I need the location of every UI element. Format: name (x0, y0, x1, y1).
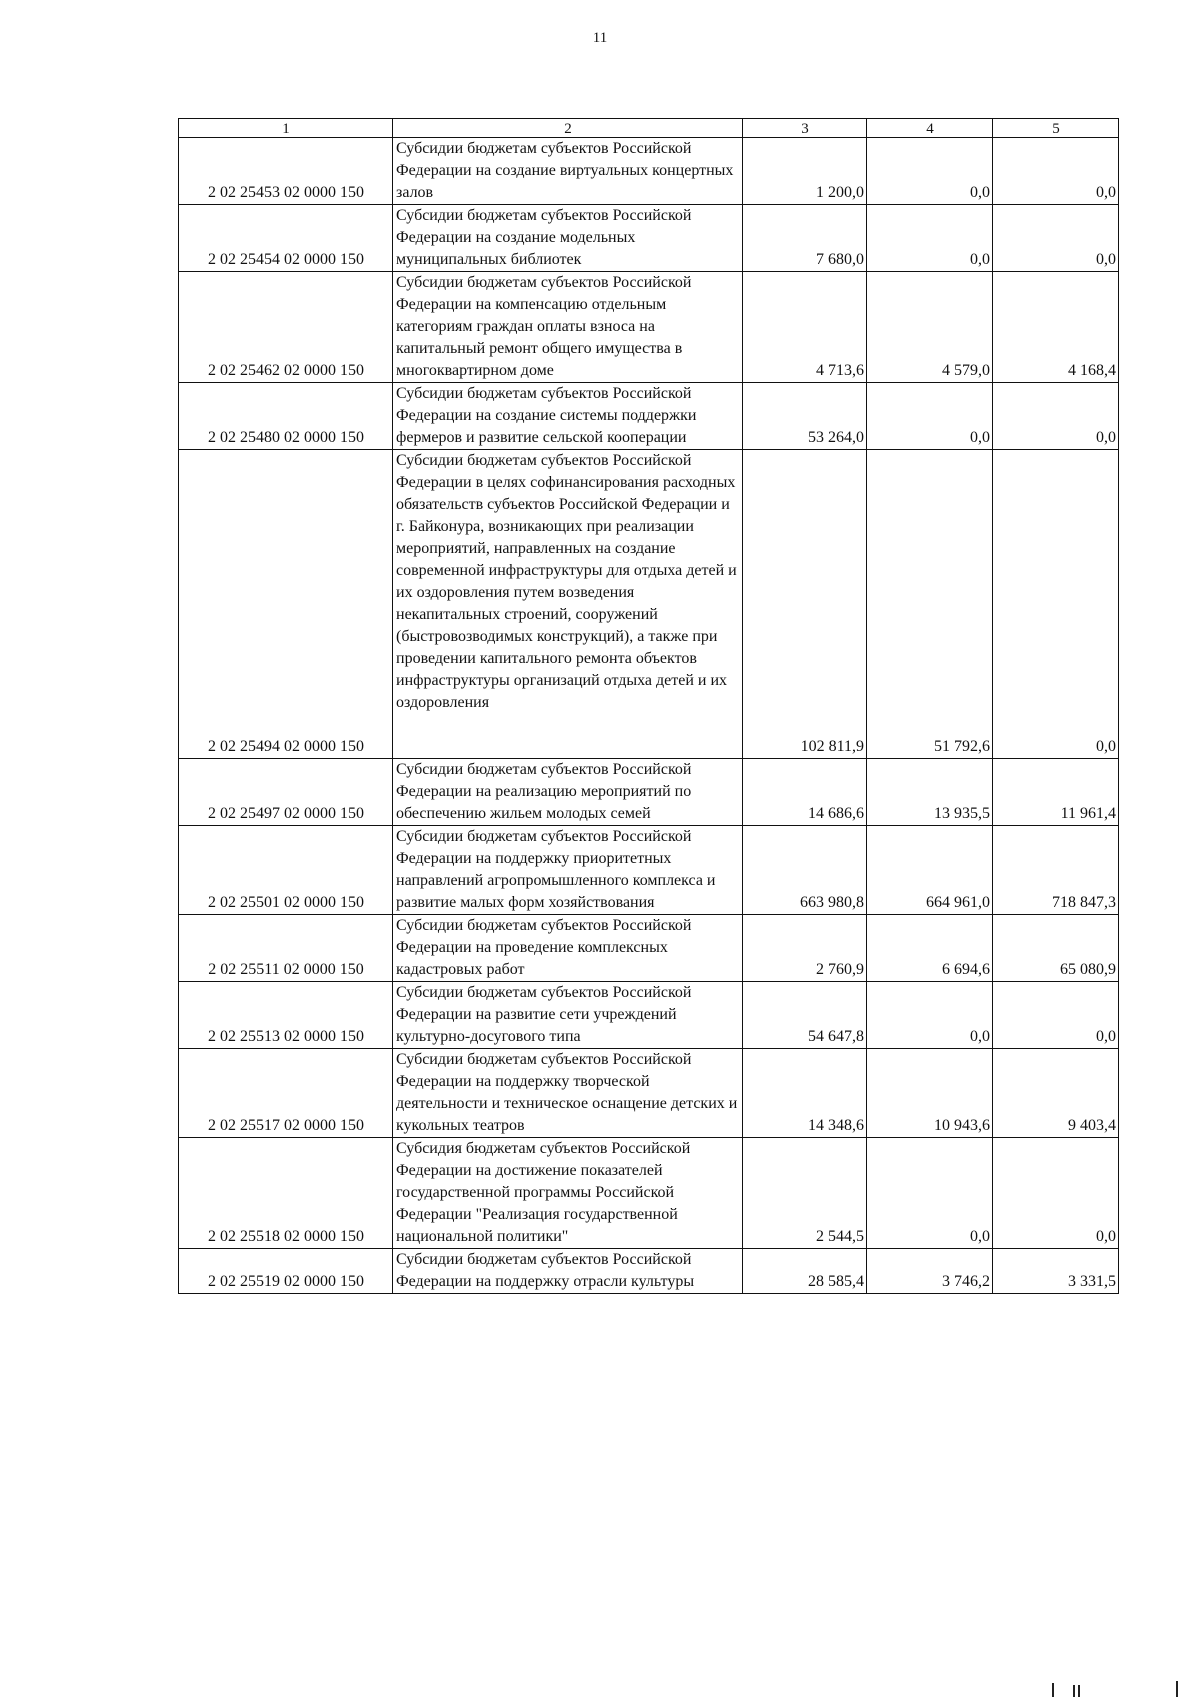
amount-col-4: 13 935,5 (867, 759, 993, 826)
amount-col-5: 4 168,4 (993, 272, 1119, 383)
amount-col-3: 7 680,0 (743, 205, 867, 272)
table-row (179, 1049, 1119, 1138)
revenue-name: Субсидии бюджетам субъектов Российской Федерации на создание виртуальных концертных залов (393, 138, 743, 205)
revenue-name: Субсидии бюджетам субъектов Российской Федерации в целях софинансирования расходных обязательств субъектов Российской Федерации и г. Байконура, возникающих при реализации мероприятий, направленных на создание современной инфраструктуры для отдыха детей и их оздоровления путем возведения некапитальных строений, сооружений (быстровозводимых конструкций), а также при проведении капитального ремонта объектов инфраструктуры организаций отдыха детей и их оздоровления (393, 450, 743, 759)
page-number: 11 (592, 30, 608, 46)
amount-col-4: 51 792,6 (867, 450, 993, 759)
column-header-4: 4 (867, 119, 993, 138)
revenue-name: Субсидии бюджетам субъектов Российской Федерации на поддержку приоритетных направлений агропромышленного комплекса и развитие малых форм хозяйствования (393, 826, 743, 915)
amount-col-5: 0,0 (993, 383, 1119, 450)
column-header-2: 2 (393, 119, 743, 138)
table-row (179, 138, 1119, 205)
amount-col-3: 102 811,9 (743, 450, 867, 759)
amount-col-5: 9 403,4 (993, 1049, 1119, 1138)
table-header-row (179, 119, 1119, 138)
revenue-code: 2 02 25453 02 0000 150 (179, 138, 393, 205)
amount-col-4: 10 943,6 (867, 1049, 993, 1138)
amount-col-4: 0,0 (867, 383, 993, 450)
amount-col-5: 0,0 (993, 138, 1119, 205)
revenue-name: Субсидия бюджетам субъектов Российской Федерации на достижение показателей государственной программы Российской Федерации "Реализация государственной национальной политики" (393, 1138, 743, 1249)
table-row (179, 450, 1119, 759)
scan-edge-mark (1073, 1685, 1075, 1697)
table-row (179, 982, 1119, 1049)
amount-col-3: 53 264,0 (743, 383, 867, 450)
column-header-3: 3 (743, 119, 867, 138)
revenue-name: Субсидии бюджетам субъектов Российской Федерации на проведение комплексных кадастровых работ (393, 915, 743, 982)
revenue-name: Субсидии бюджетам субъектов Российской Федерации на поддержку творческой деятельности и техническое оснащение детских и кукольных театров (393, 1049, 743, 1138)
amount-col-4: 664 961,0 (867, 826, 993, 915)
revenue-code: 2 02 25513 02 0000 150 (179, 982, 393, 1049)
amount-col-5: 65 080,9 (993, 915, 1119, 982)
amount-col-5: 718 847,3 (993, 826, 1119, 915)
amount-col-5: 3 331,5 (993, 1249, 1119, 1294)
table-row (179, 915, 1119, 982)
amount-col-3: 4 713,6 (743, 272, 867, 383)
amount-col-4: 0,0 (867, 138, 993, 205)
column-header-1: 1 (179, 119, 393, 138)
amount-col-3: 663 980,8 (743, 826, 867, 915)
scan-edge-mark (1176, 1681, 1178, 1697)
revenue-name: Субсидии бюджетам субъектов Российской Федерации на создание системы поддержки фермеров и развитие сельской кооперации (393, 383, 743, 450)
revenue-code: 2 02 25517 02 0000 150 (179, 1049, 393, 1138)
amount-col-3: 14 686,6 (743, 759, 867, 826)
revenue-code: 2 02 25501 02 0000 150 (179, 826, 393, 915)
scan-edge-mark (1052, 1683, 1054, 1697)
table-row (179, 272, 1119, 383)
revenue-code: 2 02 25480 02 0000 150 (179, 383, 393, 450)
scan-edge-mark (1078, 1685, 1080, 1697)
revenue-name: Субсидии бюджетам субъектов Российской Федерации на компенсацию отдельным категориям граждан оплаты взноса на капитальный ремонт общего имущества в многоквартирном доме (393, 272, 743, 383)
table-row (179, 205, 1119, 272)
column-header-5: 5 (993, 119, 1119, 138)
revenue-name: Субсидии бюджетам субъектов Российской Федерации на развитие сети учреждений культурно-досугового типа (393, 982, 743, 1049)
amount-col-3: 2 760,9 (743, 915, 867, 982)
amount-col-4: 0,0 (867, 1138, 993, 1249)
revenue-code: 2 02 25497 02 0000 150 (179, 759, 393, 826)
amount-col-4: 3 746,2 (867, 1249, 993, 1294)
revenue-code: 2 02 25518 02 0000 150 (179, 1138, 393, 1249)
amount-col-5: 0,0 (993, 205, 1119, 272)
table-row (179, 383, 1119, 450)
amount-col-3: 54 647,8 (743, 982, 867, 1049)
revenue-code: 2 02 25462 02 0000 150 (179, 272, 393, 383)
table-row (179, 1138, 1119, 1249)
revenue-code: 2 02 25511 02 0000 150 (179, 915, 393, 982)
amount-col-4: 4 579,0 (867, 272, 993, 383)
table-row (179, 759, 1119, 826)
revenue-code: 2 02 25494 02 0000 150 (179, 450, 393, 759)
table-row (179, 826, 1119, 915)
revenue-code: 2 02 25454 02 0000 150 (179, 205, 393, 272)
amount-col-5: 11 961,4 (993, 759, 1119, 826)
revenue-name: Субсидии бюджетам субъектов Российской Федерации на поддержку отрасли культуры (393, 1249, 743, 1294)
amount-col-4: 0,0 (867, 205, 993, 272)
amount-col-3: 1 200,0 (743, 138, 867, 205)
amount-col-4: 6 694,6 (867, 915, 993, 982)
amount-col-3: 14 348,6 (743, 1049, 867, 1138)
revenue-name: Субсидии бюджетам субъектов Российской Федерации на создание модельных муниципальных библиотек (393, 205, 743, 272)
amount-col-5: 0,0 (993, 1138, 1119, 1249)
amount-col-3: 28 585,4 (743, 1249, 867, 1294)
amount-col-5: 0,0 (993, 982, 1119, 1049)
amount-col-5: 0,0 (993, 450, 1119, 759)
amount-col-3: 2 544,5 (743, 1138, 867, 1249)
revenue-name: Субсидии бюджетам субъектов Российской Федерации на реализацию мероприятий по обеспечению жильем молодых семей (393, 759, 743, 826)
table-row (179, 1249, 1119, 1294)
revenue-code: 2 02 25519 02 0000 150 (179, 1249, 393, 1294)
budget-revenue-table (178, 118, 1119, 1294)
amount-col-4: 0,0 (867, 982, 993, 1049)
